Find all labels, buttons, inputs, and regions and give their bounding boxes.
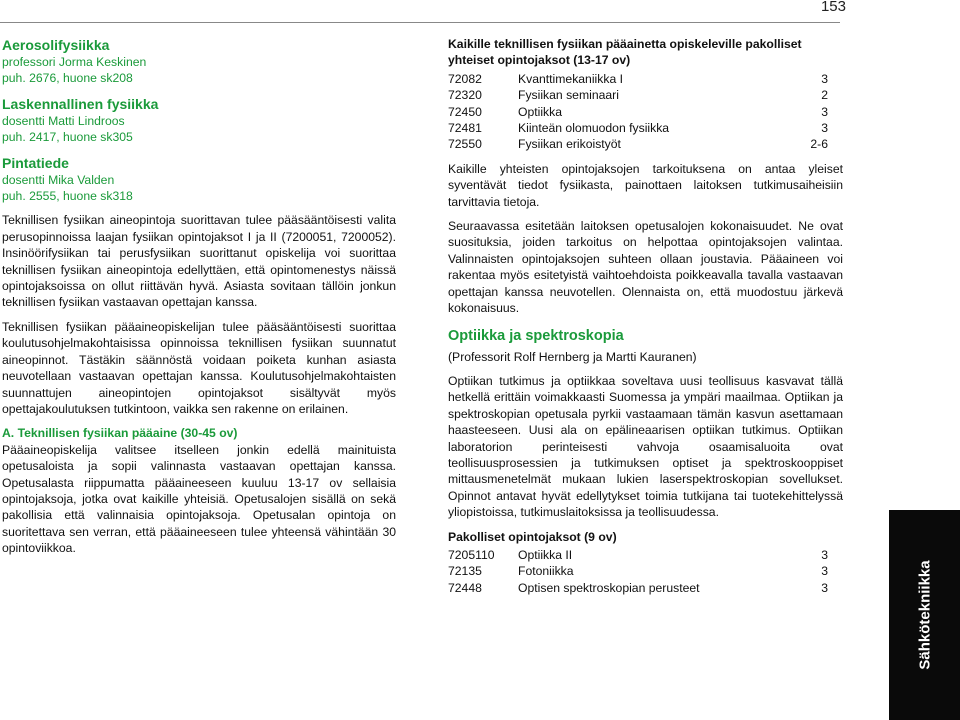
paragraph: Teknillisen fysiikan aineopintoja suorittavan tulee pääsääntöisesti valita perusopinnoissa laajan fysiikan opintojaksot I ja II (7200051, 7200052). Insinöörifysiikan tai perusfysiikan suorittanut opiskelija voi suorittaa teknillisen fysiikan aineopintoja edellyttäen, että opintomenestys näissä opintojaksoissa on ollut riittävän hyvä. Asiasta sovitaan tällöin jonkun teknillisen fysiikan vastaavan opettajan kanssa.	[2, 213, 396, 310]
department-title: Aerosolifysiikka	[2, 37, 110, 53]
course-code: 72135	[448, 564, 482, 579]
page-number: 153	[820, 0, 846, 15]
common-courses-table	[448, 71, 828, 153]
department-title: Pintatiede	[2, 154, 69, 171]
course-row	[448, 563, 828, 579]
optics-section-title: Optiikka ja spektroskopia	[448, 327, 624, 344]
course-code: 72448	[448, 580, 482, 595]
chapter-tab	[889, 510, 960, 720]
header-rule	[0, 22, 840, 23]
course-code: 7205110	[448, 547, 495, 562]
optics-professors: (Professorit Rolf Hernberg ja Martti Kauranen)	[448, 349, 697, 364]
common-courses-heading: Kaikille teknillisen fysiikan pääainetta opiskeleville pakolliset yhteiset opintojaksot (13-17 ov)	[448, 37, 802, 68]
department-contact: puh. 2417, huone sk305	[2, 130, 133, 145]
chapter-tab-label: Sähkötekniikka	[916, 560, 933, 670]
course-name: Kvanttimekaniikka I	[518, 71, 623, 86]
course-name: Fysiikan seminaari	[518, 88, 619, 103]
course-code: 72320	[448, 88, 482, 103]
paragraph: Teknillisen fysiikan pääaineopiskelijan tulee pääsääntöisesti suorittaa koulutusohjelmakohtaisissa opinnoissa teknillisen fysiikan suunnatut aineopinnot. Tästäkin säännöstä voidaan poiketa kunhan asiasta neuvotellaan vastaavan opettajan kanssa. Koulutusohjelmakohtaisten suunnattujen aineopintojen opintojaksot sisältyvät myös opettajakoulutuksen tutkintoon, vaikka sen rakenne on erilainen.	[2, 319, 396, 416]
course-credits: 3	[821, 121, 828, 136]
paragraph: Optiikan tutkimus ja optiikkaa soveltava uusi teollisuus kasvavat tällä hetkellä erittäin voimakkaasti Suomessa ja ympäri maailmaa. Optiikan ja spektroskopian opetusala pyrkii vastaamaan tämän kasvun asettamaan haasteeseen. Uusi ala on epälineaarisen optiikan tutkimus. Optiikan laboratorion perinteisesti vahvoja osaamisaluoita ovat teollisuusprosessien ja tutkimuksen optiset ja spektroskooppiset mittausmenetelmät mukaan lukien laserspektroskopian sovellukset. Opinnot antavat hyvät edellytykset toimia tutkijana tai tuotekehittelyssä yliopistoissa, tutkimuslaitoksissa ja teollisuudessa.	[448, 373, 843, 520]
department-contact: puh. 2555, huone sk318	[2, 189, 133, 204]
course-name: Fysiikan erikoistyöt	[518, 137, 621, 152]
course-code: 72082	[448, 71, 482, 86]
course-name: Optiikka II	[518, 547, 573, 562]
course-row	[448, 104, 828, 120]
department-block	[2, 154, 396, 205]
course-name: Optiikka	[518, 104, 563, 119]
course-credits: 3	[821, 104, 828, 119]
course-row	[448, 136, 828, 152]
course-name: Optisen spektroskopian perusteet	[518, 580, 700, 595]
department-contact: puh. 2676, huone sk208	[2, 71, 133, 86]
department-block	[2, 95, 396, 146]
department-title: Laskennallinen fysiikka	[2, 95, 159, 112]
department-person: dosentti Mika Valden	[2, 172, 115, 187]
course-credits: 3	[821, 547, 828, 562]
paragraph: Kaikille yhteisten opintojaksojen tarkoituksena on antaa yleiset syventävät tiedot fysiikasta, painottaen laitoksen tutkimusaiheisiin tarvittavia tietoja.	[448, 161, 843, 209]
course-code: 72481	[448, 121, 482, 136]
department-person: dosentti Matti Lindroos	[2, 113, 125, 128]
right-column	[448, 36, 843, 604]
course-row	[448, 580, 828, 596]
paragraph: Seuraavassa esitetään laitoksen opetusalojen kokonaisuudet. Ne ovat suosituksia, joiden tarkoitus on helpottaa opintojaksojen valintaa. Valinnaisten opintojaksojen suhteen ollaan joustavia. Pääaineen voi rakentaa myös esitetyistä vaihtoehdoista poikkeavalla tavalla vastaavan opettajan kanssa neuvotellen. Olennaista on, että muodostuu järkevä kokonaisuus.	[448, 219, 843, 316]
left-column	[2, 36, 396, 565]
department-person: professori Jorma Keskinen	[2, 55, 147, 69]
course-credits: 3	[821, 580, 828, 595]
course-row	[448, 120, 828, 136]
paragraph: Pääaineopiskelija valitsee itselleen jonkin edellä mainituista opetusaloista ja sopii valinnasta vastaavan opettajan kanssa. Opetusalasta riippumatta pääaineeseen kuuluu 13-17 ov sellaisia opintojaksoja, jotka ovat kaikille yhteisiä. Opetusalojen sisällä on sekä pakollisia että valinnaisia opintojaksoja. Opetusalan opintoja on suoritettava sen verran, että pääaineeseen tulee yhteensä vähintään 30 opintoviikkoa.	[2, 442, 396, 556]
mandatory-courses-table	[448, 547, 828, 596]
course-row	[448, 71, 828, 87]
section-heading: A. Teknillisen fysiikan pääaine (30-45 ov)	[2, 426, 238, 441]
course-credits: 2	[821, 88, 828, 103]
mandatory-courses-heading: Pakolliset opintojaksot (9 ov)	[448, 529, 617, 544]
course-credits: 2-6	[810, 137, 828, 152]
department-block	[2, 36, 396, 87]
course-row	[448, 87, 828, 103]
course-code: 72450	[448, 104, 482, 119]
course-credits: 3	[821, 564, 828, 579]
course-code: 72550	[448, 137, 482, 152]
course-credits: 3	[821, 71, 828, 86]
course-row	[448, 547, 828, 563]
course-name: Fotoniikka	[518, 564, 574, 579]
course-name: Kiinteän olomuodon fysiikka	[518, 121, 670, 136]
